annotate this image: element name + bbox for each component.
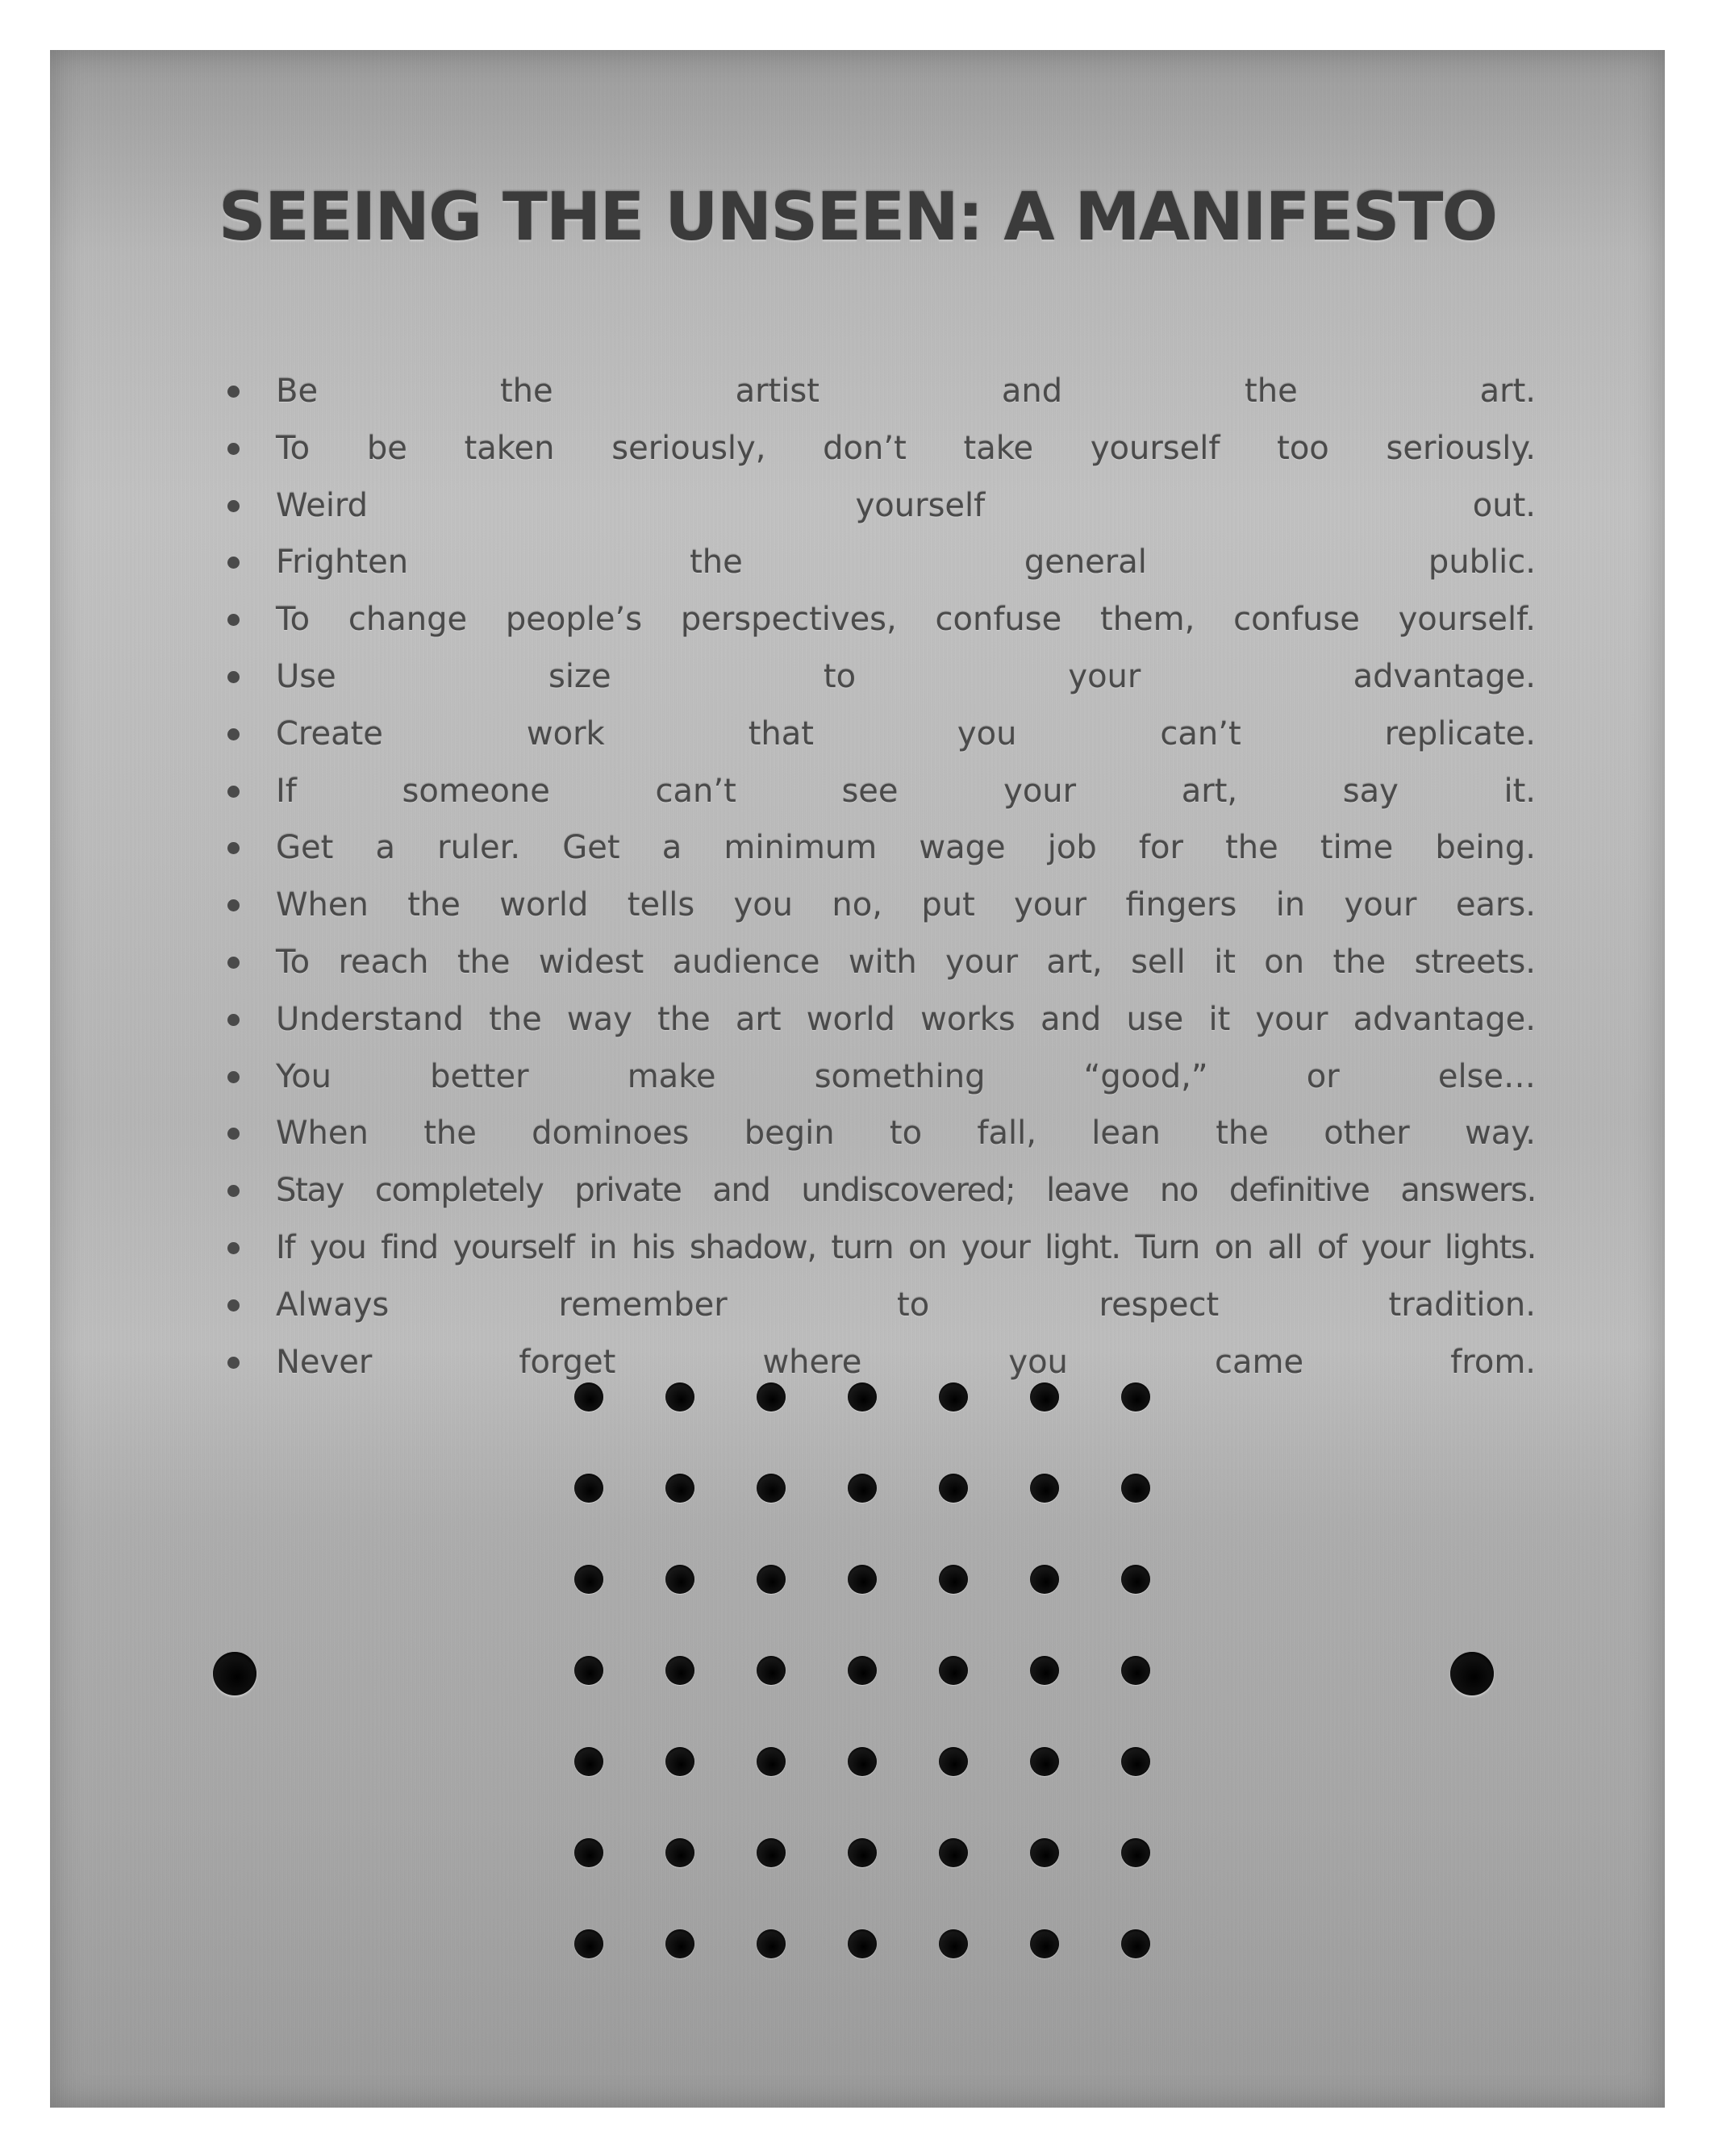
grille-hole xyxy=(574,1565,603,1594)
grille-hole xyxy=(848,1474,877,1503)
grille-hole xyxy=(848,1929,877,1958)
manifesto-rule: To be taken seriously, don’t take yourself too seriously. xyxy=(276,420,1536,477)
grille-hole xyxy=(1121,1747,1150,1776)
manifesto-rule: To change people’s perspectives, confuse them, confuse yourself. xyxy=(276,591,1536,648)
grille-hole xyxy=(1121,1474,1150,1503)
manifesto-rule: To reach the widest audience with your art, sell it on the streets. xyxy=(276,934,1536,991)
grille-hole xyxy=(665,1474,694,1503)
bullet-icon xyxy=(227,899,240,911)
bullet-icon xyxy=(227,957,240,969)
grille-hole xyxy=(665,1382,694,1412)
grille-hole xyxy=(1030,1565,1059,1594)
grille-hole xyxy=(1121,1656,1150,1685)
grille-hole xyxy=(939,1474,968,1503)
grille-hole xyxy=(1030,1747,1059,1776)
manifesto-rule: Be the artist and the art. xyxy=(276,363,1536,420)
grille-hole xyxy=(665,1929,694,1958)
manifesto-rule: Frighten the general public. xyxy=(276,534,1536,591)
grille-hole xyxy=(574,1474,603,1503)
grille-hole xyxy=(757,1474,786,1503)
grille-hole xyxy=(1121,1838,1150,1867)
manifesto-rule: Create work that you can’t replicate. xyxy=(276,706,1536,763)
grille-hole xyxy=(939,1929,968,1958)
grille-hole xyxy=(1030,1474,1059,1503)
manifesto-rule: When the dominoes begin to fall, lean the other way. xyxy=(276,1105,1536,1162)
bullet-icon xyxy=(227,443,240,455)
grille-hole xyxy=(848,1656,877,1685)
mounting-hole-right xyxy=(1450,1652,1494,1695)
bullet-icon xyxy=(227,500,240,512)
bullet-icon xyxy=(227,614,240,626)
grille-hole xyxy=(757,1747,786,1776)
grille-hole xyxy=(665,1565,694,1594)
manifesto-rule: Never forget where you came from. xyxy=(276,1334,1536,1391)
manifesto-rule: Always remember to respect tradition. xyxy=(276,1277,1536,1334)
bullet-icon xyxy=(227,842,240,854)
grille-hole xyxy=(574,1929,603,1958)
grille-hole xyxy=(574,1838,603,1867)
manifesto-rule: Use size to your advantage. xyxy=(276,648,1536,706)
grille-hole xyxy=(757,1565,786,1594)
grille-hole xyxy=(1121,1929,1150,1958)
manifesto-rule: Stay completely private and undiscovered; leave no definitive answers. xyxy=(276,1162,1536,1220)
grille-hole xyxy=(665,1656,694,1685)
grille-hole xyxy=(848,1382,877,1412)
grille-hole xyxy=(848,1747,877,1776)
grille-hole xyxy=(939,1747,968,1776)
grille-hole xyxy=(757,1382,786,1412)
grille-hole xyxy=(1030,1656,1059,1685)
bullet-icon xyxy=(227,557,240,569)
grille-hole xyxy=(1121,1565,1150,1594)
manifesto-rule: Weird yourself out. xyxy=(276,477,1536,535)
manifesto-title: SEEING THE UNSEEN: A MANIFESTO xyxy=(218,179,1497,256)
grille-hole xyxy=(939,1656,968,1685)
bullet-icon xyxy=(227,1128,240,1140)
manifesto-rule: If you find yourself in his shadow, turn on your light. Turn on all of your lights. xyxy=(276,1220,1536,1277)
bullet-icon xyxy=(227,1357,240,1369)
grille-hole xyxy=(848,1838,877,1867)
grille-hole xyxy=(757,1929,786,1958)
grille-hole xyxy=(1030,1838,1059,1867)
grille-hole xyxy=(1030,1382,1059,1412)
bullet-icon xyxy=(227,1071,240,1083)
manifesto-plate xyxy=(50,50,1665,2108)
bullet-icon xyxy=(227,386,240,398)
grille-hole xyxy=(574,1656,603,1685)
grille-hole xyxy=(848,1565,877,1594)
bullet-icon xyxy=(227,1299,240,1312)
bullet-icon xyxy=(227,671,240,683)
mounting-hole-left xyxy=(213,1652,256,1695)
bullet-icon xyxy=(227,786,240,798)
grille-hole xyxy=(939,1838,968,1867)
manifesto-rule: Understand the way the art world works and use it your advantage. xyxy=(276,991,1536,1049)
manifesto-rules-list xyxy=(276,363,1536,1391)
bullet-icon xyxy=(227,728,240,740)
grille-hole xyxy=(574,1747,603,1776)
grille-hole xyxy=(665,1838,694,1867)
grille-hole xyxy=(757,1838,786,1867)
grille-hole xyxy=(1121,1382,1150,1412)
grille-hole xyxy=(939,1565,968,1594)
grille-hole xyxy=(574,1382,603,1412)
manifesto-rule: Get a ruler. Get a minimum wage job for the time being. xyxy=(276,819,1536,877)
manifesto-rule: You better make something “good,” or else… xyxy=(276,1049,1536,1106)
grille-hole xyxy=(665,1747,694,1776)
bullet-icon xyxy=(227,1242,240,1254)
bullet-icon xyxy=(227,1014,240,1026)
grille-hole xyxy=(1030,1929,1059,1958)
manifesto-rule: If someone can’t see your art, say it. xyxy=(276,763,1536,820)
bullet-icon xyxy=(227,1185,240,1197)
speaker-grille xyxy=(574,1382,1144,1952)
manifesto-rule: When the world tells you no, put your fingers in your ears. xyxy=(276,877,1536,934)
grille-hole xyxy=(757,1656,786,1685)
grille-hole xyxy=(939,1382,968,1412)
